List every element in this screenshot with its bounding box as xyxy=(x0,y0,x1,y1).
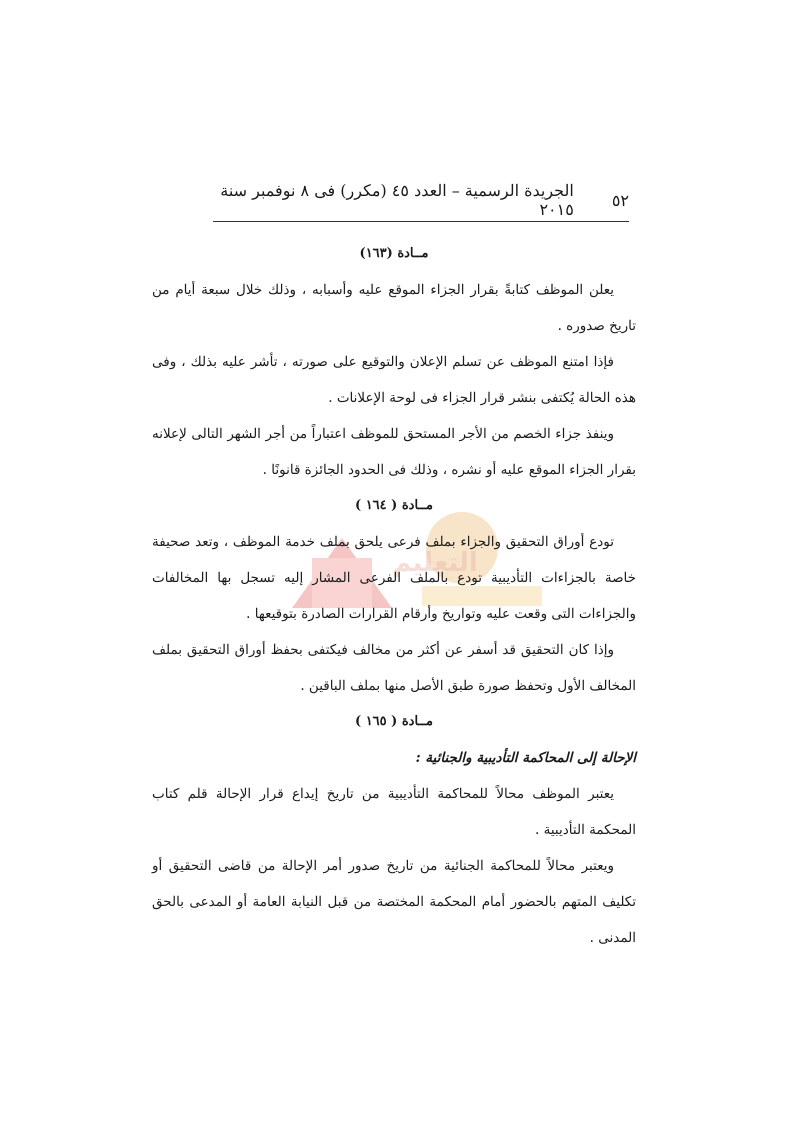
watermark-text: التعليم xyxy=(392,548,478,578)
article-163-heading: مــادة (١٦٣) xyxy=(359,246,429,261)
article-165-paragraph-2: ويعتبر محالاً للمحاكمة الجنائية من تاريخ صدور أمر الإحالة من قاضى التحقيق أو تكليف المتهم بالحضور أمام المحكمة المختصة من قبل النيابة العامة أو المدعى بالحق المدنى . xyxy=(152,858,636,946)
article-163-paragraph-3: وينفذ جزاء الخصم من الأجر المستحق للموظف اعتباراً من أجر الشهر التالى لإعلانه بقرار الجزاء الموقع عليه أو نشره ، وذلك فى الحدود الجائزة قانونًا . xyxy=(152,426,636,478)
article-164-heading: مــادة ( ١٦٤ ) xyxy=(355,498,433,513)
article-165-subheading: الإحالة إلى المحاكمة التأديبية والجنائية : xyxy=(415,750,636,766)
article-165-paragraph-1: يعتبر الموظف محالاً للمحاكمة التأديبية من تاريخ إيداع قرار الإحالة قلم كتاب المحكمة التأديبية . xyxy=(152,786,636,838)
article-165-heading: مــادة ( ١٦٥ ) xyxy=(355,714,433,729)
document-body xyxy=(152,236,636,956)
header-divider xyxy=(213,221,629,222)
page-header xyxy=(213,181,629,219)
page-number: ٥٢ xyxy=(611,190,629,210)
article-164-paragraph-1: تودع أوراق التحقيق والجزاء بملف فرعى يلحق بملف خدمة الموظف ، وتعد صحيفة خاصة بالجزاءات التأديبية تودع بالملف الفرعى المشار إليه تسجل بها المخالفات والجزاءات التى وقعت عليه وتواريخ وأرقام القرارات الصادرة بتوقيعها . xyxy=(152,534,636,622)
article-164-paragraph-2: وإذا كان التحقيق قد أسفر عن أكثر من مخالف فيكتفى بحفظ أوراق التحقيق بملف المخالف الأول وتحفظ صورة طبق الأصل منها بملف الباقين . xyxy=(152,642,636,694)
gazette-title: الجريدة الرسمية – العدد ٤٥ (مكرر) فى ٨ نوفمبر سنة ٢٠١٥ xyxy=(220,181,574,219)
article-163-paragraph-2: فإذا امتنع الموظف عن تسلم الإعلان والتوقيع على صورته ، تأشر عليه بذلك ، وفى هذه الحالة يُكتفى بنشر قرار الجزاء فى لوحة الإعلانات . xyxy=(152,354,636,406)
article-163-paragraph-1: يعلن الموظف كتابةً بقرار الجزاء الموقع عليه وأسبابه ، وذلك خلال سبعة أيام من تاريخ صدوره . xyxy=(152,282,636,334)
